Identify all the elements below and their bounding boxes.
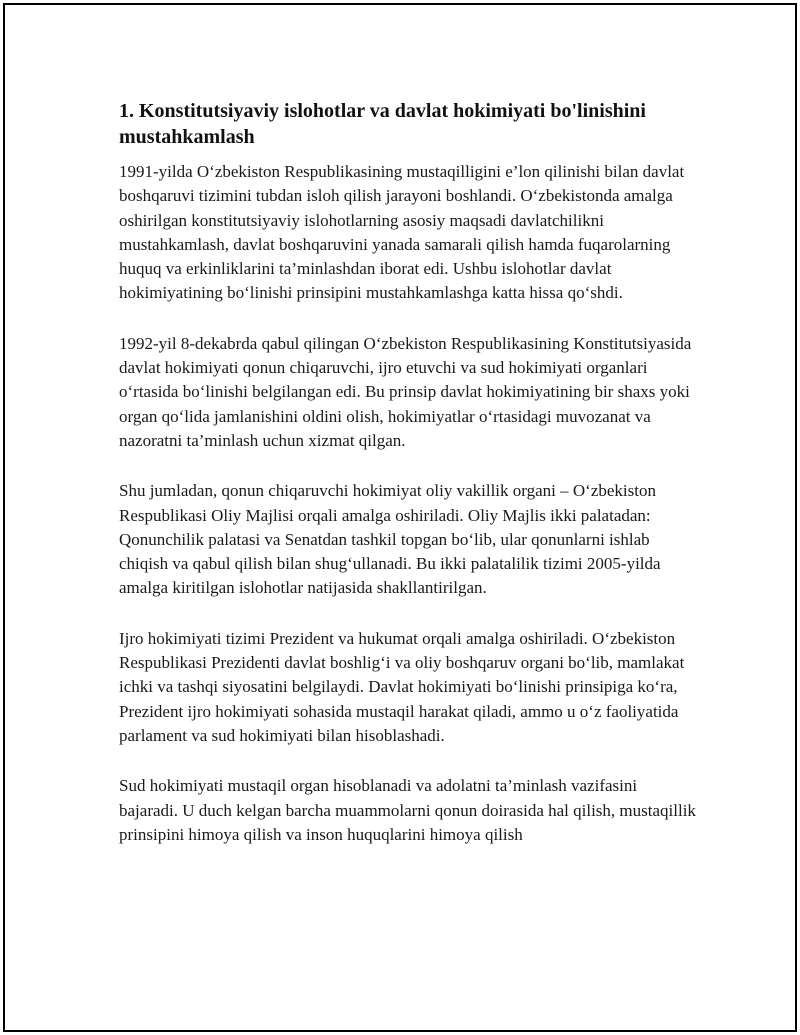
page-frame [3, 3, 797, 1032]
paragraph: Sud hokimiyati mustaqil organ hisoblanadi va adolatni ta’minlash vazifasini bajaradi. U duch kelgan barcha muammolarni qonun doirasida hal qilish, mustaqillik prinsipini himoya qilish va inson huquqlarini himoya qilish [119, 776, 696, 844]
paragraph: 1991-yilda O‘zbekiston Respublikasining mustaqilligini e’lon qilinishi bilan davlat boshqaruvi tizimini tubdan isloh qilish jarayoni boshlandi. O‘zbekistonda amalga oshirilgan konstitutsiyaviy islohotlarning asosiy maqsadi davlatchilikni mustahkamlash, davlat boshqaruvini yanada samarali qilish hamda fuqarolarning huquq va erkinliklarini ta’minlashdan iborat edi. Ushbu islohotlar davlat hokimiyatining bo‘linishi prinsipini mustahkamlashga katta hissa qo‘shdi. [119, 162, 685, 303]
section-heading: 1. Konstitutsiyaviy islohotlar va davlat hokimiyati bo'linishini mustahkamlash [119, 100, 646, 148]
paragraph: 1992-yil 8-dekabrda qabul qilingan O‘zbekiston Respublikasining Konstitutsiyasida davlat hokimiyati qonun chiqaruvchi, ijro etuvchi va sud hokimiyati organlari o‘rtasida bo‘linishi belgilangan edi. Bu prinsip davlat hokimiyatining bir shaxs yoki organ qo‘lida jamlanishini oldini olish, hokimiyatlar o‘rtasidagi muvozanat va nazoratni ta’minlash uchun xizmat qilgan. [119, 333, 692, 450]
document-body [119, 98, 699, 873]
paragraph: Ijro hokimiyati tizimi Prezident va hukumat orqali amalga oshiriladi. O‘zbekiston Respublikasi Prezidenti davlat boshlig‘i va oliy boshqaruv organi bo‘lib, mamlakat ichki va tashqi siyosatini belgilaydi. Davlat hokimiyati bo‘linishi prinsipiga ko‘ra, Prezident ijro hokimiyati sohasida mustaqil harakat qiladi, ammo u o‘z faoliyatida parlament va sud hokimiyati bilan hisoblashadi. [119, 628, 685, 745]
paragraph: Shu jumladan, qonun chiqaruvchi hokimiyat oliy vakillik organi – O‘zbekiston Respublikasi Oliy Majlisi orqali amalga oshiriladi. Oliy Majlis ikki palatadan: Qonunchilik palatasi va Senatdan tashkil topgan bo‘lib, ular qonunlarni ishlab chiqish va qabul qilish bilan shug‘ullanadi. Bu ikki palatalilik tizimi 2005-yilda amalga kiritilgan islohotlar natijasida shakllantirilgan. [119, 481, 661, 598]
